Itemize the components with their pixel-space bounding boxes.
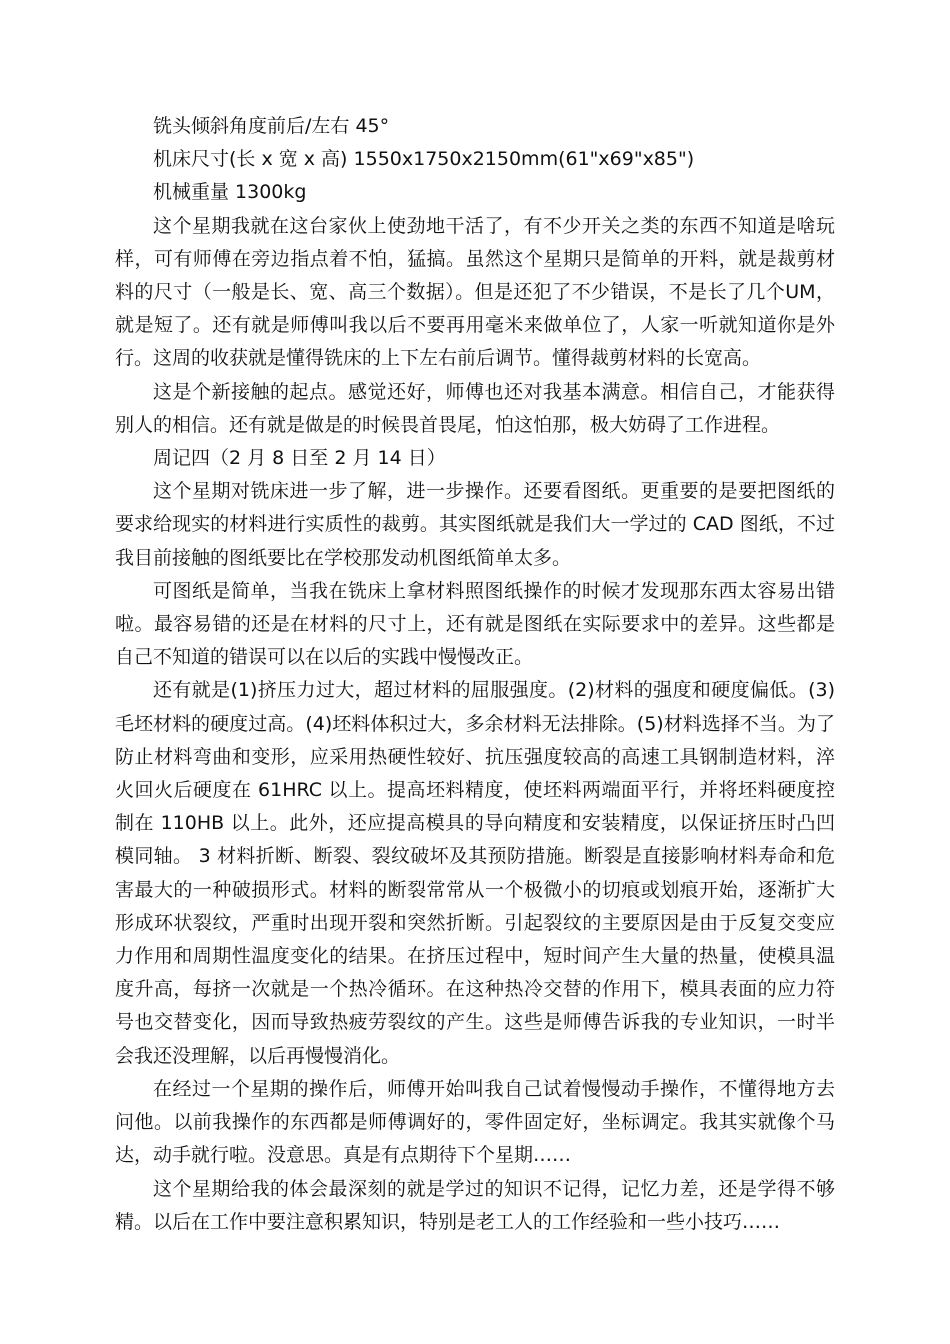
paragraph-new-start: 这是个新接触的起点。感觉还好，师傅也还对我基本满意。相信自己，才能获得别人的相信。还有就是做是的时候畏首畏尾，怕这怕那，极大妨碍了工作进程。 xyxy=(115,380,835,436)
paragraph-drawings: 这个星期对铣床进一步了解，进一步操作。还要看图纸。更重要的是要把图纸的要求给现实的材料进行实质性的裁剪。其实图纸就是我们大一学过的 CAD 图纸，不过我目前接触的图纸要比在学校那发动机图纸简单太多。 xyxy=(115,480,835,569)
paragraph-hands-on: 在经过一个星期的操作后，师傅开始叫我自己试着慢慢动手操作，不懂得地方去问他。以前我操作的东西都是师傅调好的，零件固定好，坐标调定。我其实就像个马达，动手就行啦。没意思。真是有点期待下个星期…… xyxy=(115,1077,835,1167)
section-heading-week-four: 周记四（2 月 8 日至 2 月 14 日） xyxy=(153,447,446,470)
spec-machine-weight: 机械重量 1300kg xyxy=(153,181,307,204)
paragraph-reflection: 这个星期给我的体会最深刻的就是学过的知识不记得，记忆力差，还是学得不够精。以后在工作中要注意积累知识，特别是老工人的工作经验和一些小技巧…… xyxy=(115,1177,835,1233)
spec-milling-head-tilt: 铣头倾斜角度前后/左右 45° xyxy=(153,115,390,137)
paragraph-technical-knowledge: 还有就是(1)挤压力过大，超过材料的屈服强度。(2)材料的强度和硬度偏低。(3)毛坯材料的硬度过高。(4)坯料体积过大，多余材料无法排除。(5)材料选择不当。为了防止材料弯曲和变形，应采用热硬性较好、抗压强度较高的高速工具钢制造材料，淬火回火后硬度在 61HRC 以上。提高坯料精度，使坯料两端面平行，并将坯料硬度控制在 110HB 以上。此外，还应提高模具的导向精度和安装精度，以保证挤压时凸凹模同轴。 3 材料折断、断裂、裂纹破坏及其预防措施。断裂是直接影响材料寿命和危害最大的一种破损形式。材料的断裂常常从一个极微小的切痕或划痕开始，逐渐扩大形成环状裂纹，严重时出现开裂和突然折断。引起裂纹的主要原因是由于反复交变应力作用和周期性温度变化的结果。在挤压过程中，短时间产生大量的热量，使模具温度升高，每挤一次就是一个热冷循环。在这种热冷交替的作用下，模具表面的应力符号也交替变化，因而导致热疲劳裂纹的产生。这些是师傅告诉我的专业知识，一时半会我还没理解，以后再慢慢消化。 xyxy=(115,679,835,1067)
paragraph-week-work: 这个星期我就在这台家伙上使劲地干活了，有不少开关之类的东西不知道是啥玩样，可有师傅在旁边指点着不怕，猛搞。虽然这个星期只是简单的开料，就是裁剪材料的尺寸（一般是长、宽、高三个数据）。但是还犯了不少错误，不是长了几个UM，就是短了。还有就是师傅叫我以后不要再用毫米来做单位了，人家一听就知道你是外行。这周的收获就是懂得铣床的上下左右前后调节。懂得裁剪材料的长宽高。 xyxy=(115,214,835,370)
paragraph-errors: 可图纸是简单，当我在铣床上拿材料照图纸操作的时候才发现那东西太容易出错啦。最容易错的还是在材料的尺寸上，还有就是图纸在实际要求中的差异。这些都是自己不知道的错误可以在以后的实践中慢慢改正。 xyxy=(115,579,835,669)
document-page xyxy=(115,110,835,1239)
spec-machine-dimensions: 机床尺寸(长 x 宽 x 高) 1550x1750x2150mm(61"x69"x85") xyxy=(153,148,695,171)
